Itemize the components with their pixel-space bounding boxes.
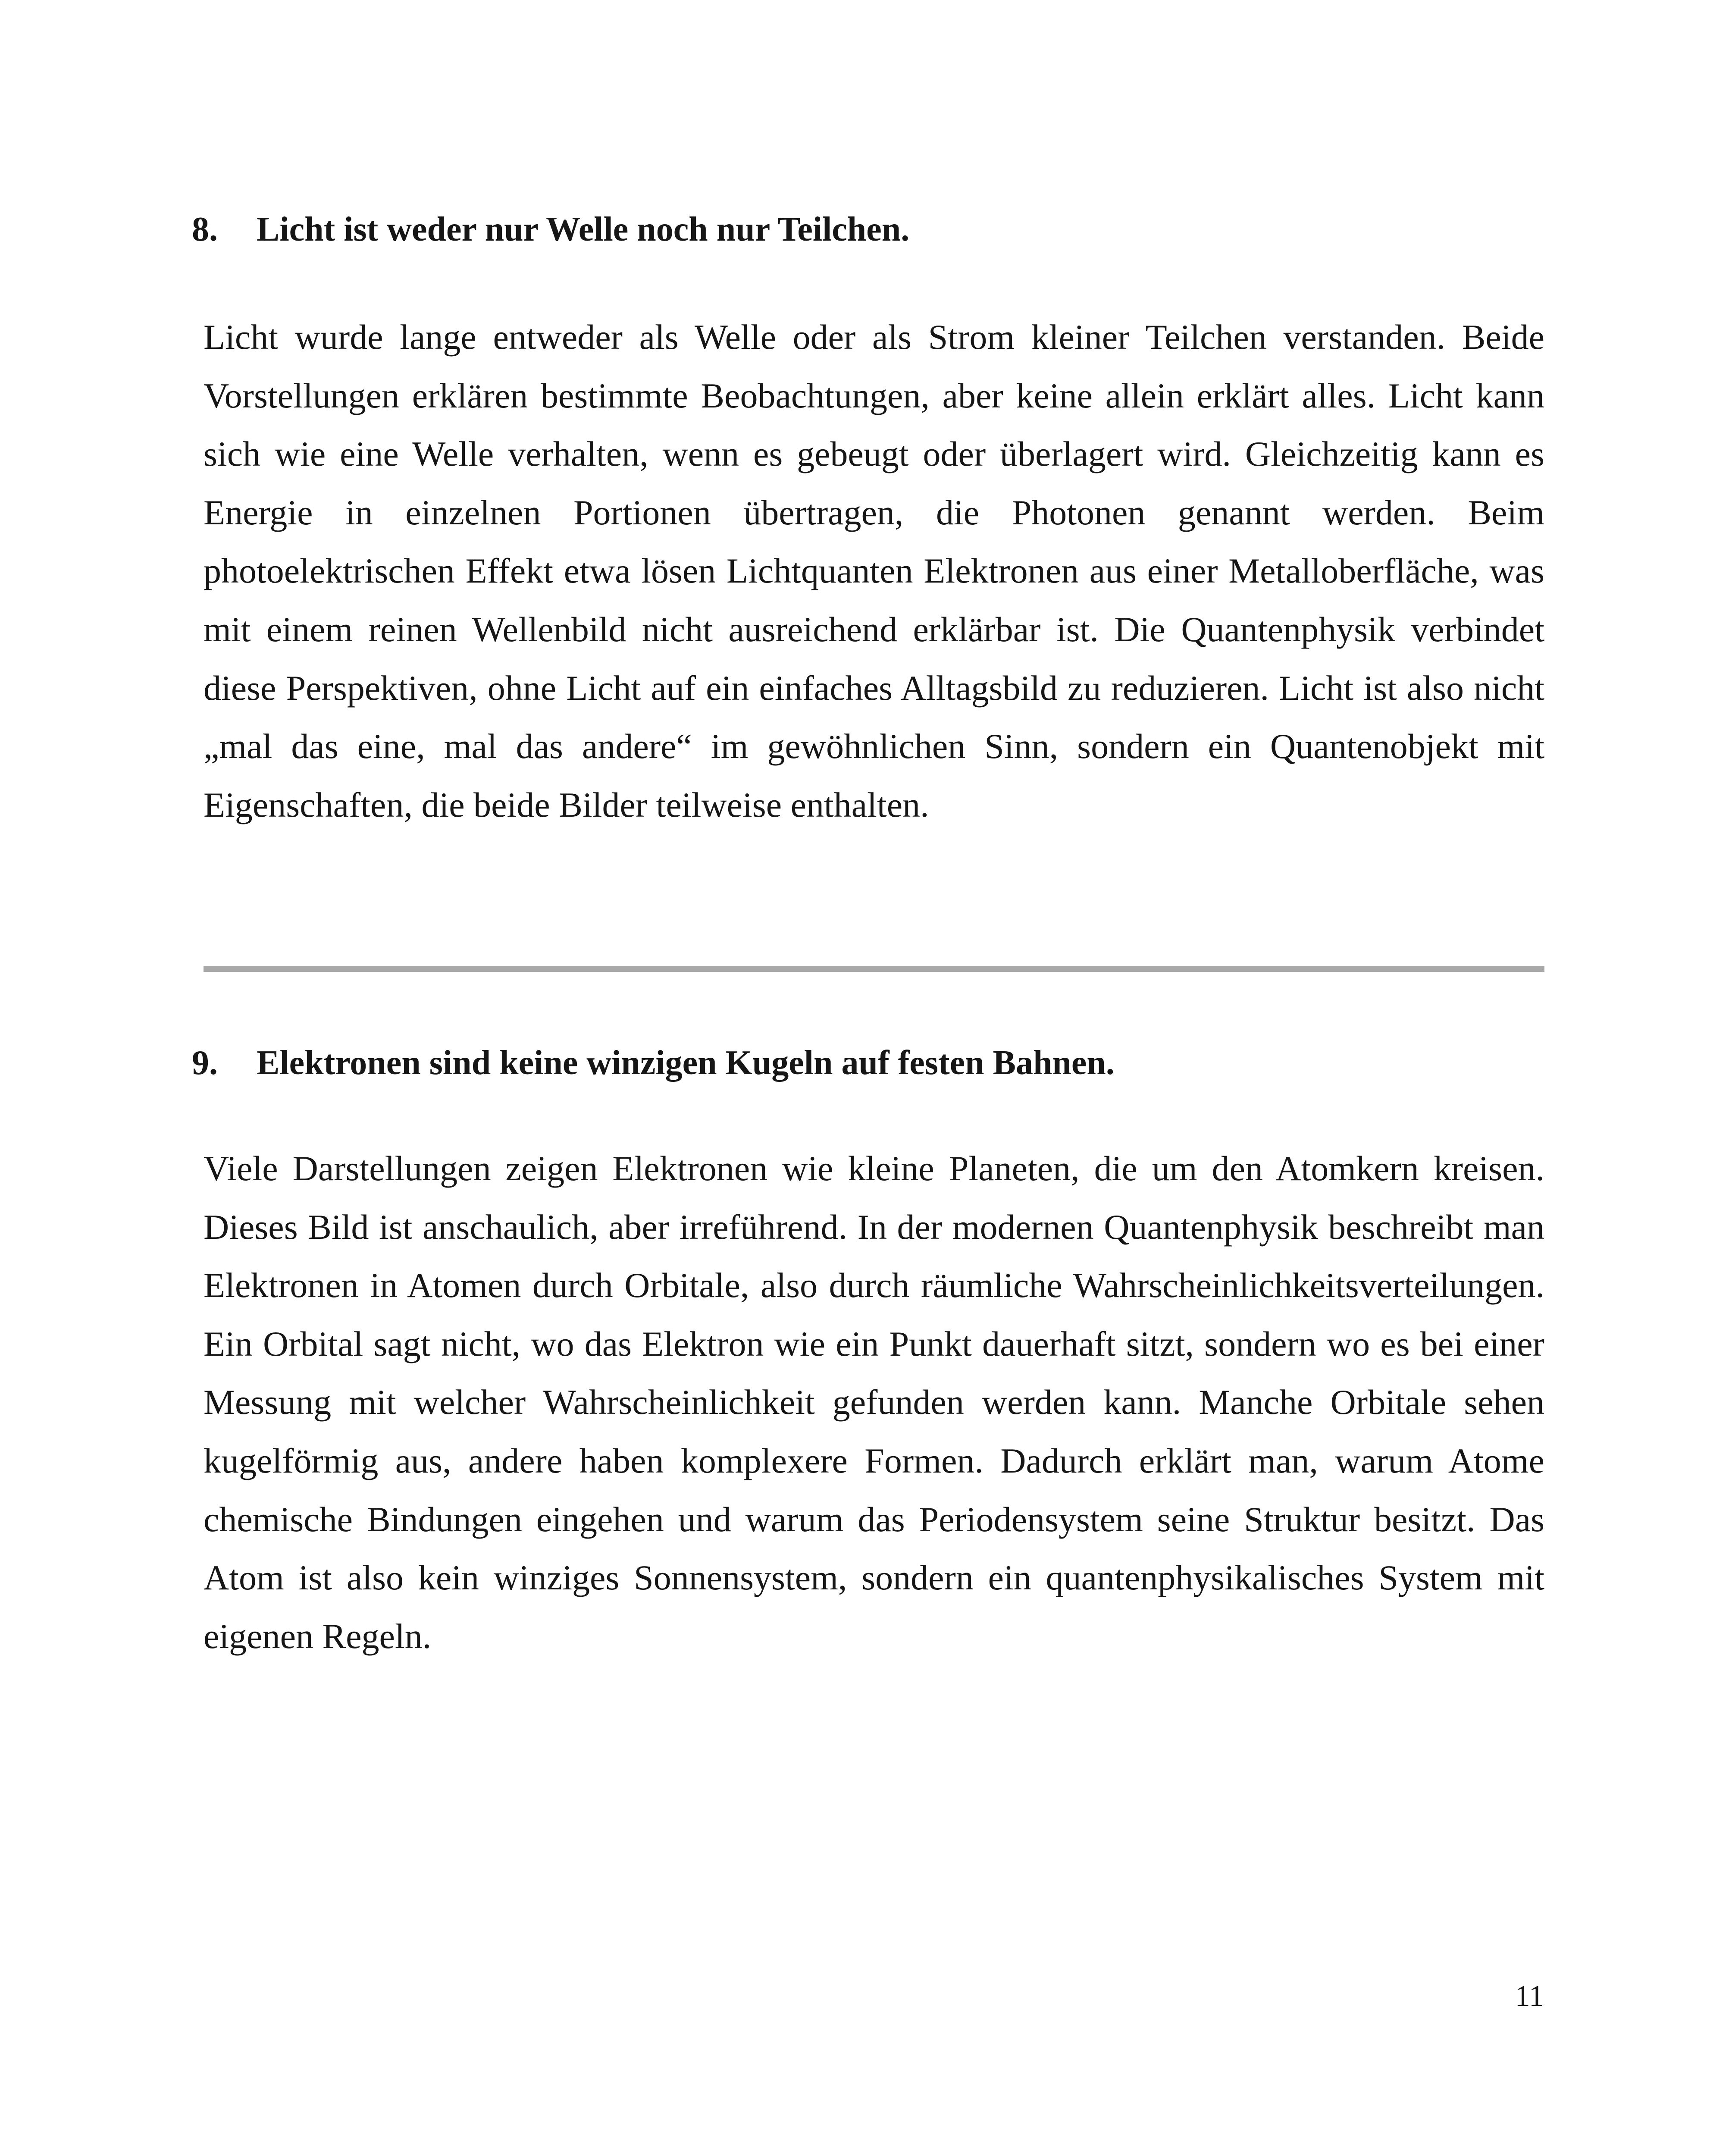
section-paragraph: Licht wurde lange entweder als Welle oder als Strom kleiner Teilchen verstanden. Beide Vorstellungen erklären bestimmte Beobachtungen, aber keine allein erklärt alles. Licht kann sich wie eine Welle verhalten, wenn es gebeugt oder überlagert wird. Gleichzeitig kann es Energie in einzelnen Portionen übertragen, die Photonen genannt werden. Beim photoelektrischen Effekt etwa lösen Lichtquanten Elektronen aus einer Metalloberfläche, was mit einem reinen Wellenbild nicht ausreichend erklärbar ist. Die Quantenphysik verbindet diese Perspektiven, ohne Licht auf ein einfaches Alltagsbild zu reduzieren. Licht ist also nicht „mal das eine, mal das andere“ im gewöhnlichen Sinn, sondern ein Quantenobjekt mit Eigenschaften, die beide Bilder teilweise enthalten.: [204, 317, 1544, 824]
section-heading: [192, 1041, 1550, 1084]
page-number: 11: [1515, 1980, 1544, 2013]
section-number: 9.: [192, 1044, 218, 1082]
section-title: Elektronen sind keine winzigen Kugeln auf festen Bahnen.: [257, 1044, 1115, 1082]
section-title: Licht ist weder nur Welle noch nur Teilchen.: [257, 210, 910, 248]
section-heading: [192, 208, 1550, 251]
section-divider: [204, 966, 1544, 972]
section-number: 8.: [192, 210, 218, 248]
section-paragraph: Viele Darstellungen zeigen Elektronen wie kleine Planeten, die um den Atomkern kreisen. Dieses Bild ist anschaulich, aber irreführend. In der modernen Quantenphysik beschreibt man Elektronen in Atomen durch Orbitale, also durch räumliche Wahrscheinlichkeitsverteilungen. Ein Orbital sagt nicht, wo das Elektron wie ein Punkt dauerhaft sitzt, sondern wo es bei einer Messung mit welcher Wahrscheinlichkeit gefunden werden kann. Manche Orbitale sehen kugelförmig aus, andere haben komplexere Formen. Dadurch erklärt man, warum Atome chemische Bindungen eingehen und warum das Periodensystem seine Struktur besitzt. Das Atom ist also kein winziges Sonnensystem, sondern ein quantenphysikalisches System mit eigenen Regeln.: [204, 1149, 1544, 1656]
